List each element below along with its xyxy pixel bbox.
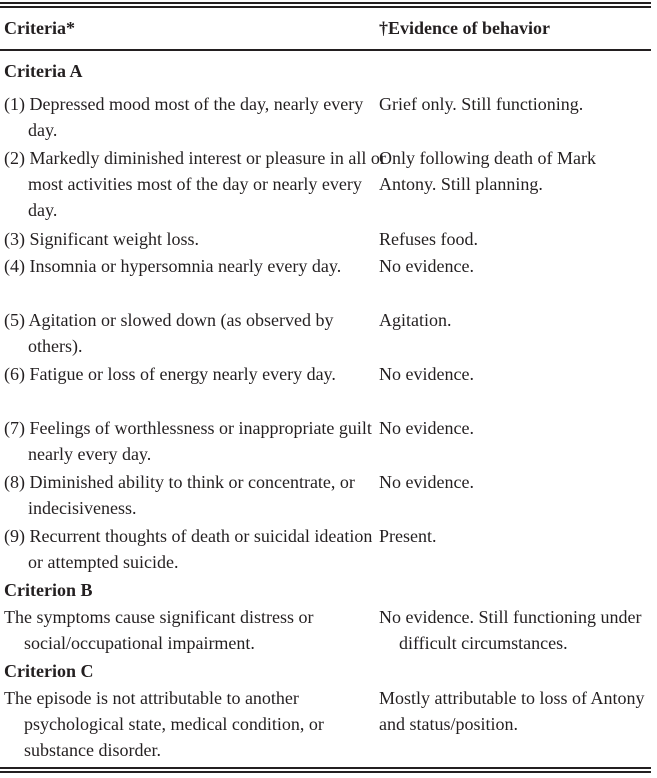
bottom-rule-1 <box>0 767 651 769</box>
criterion-text: (2) Markedly diminished interest or pleasure in all or most activities most of the day or nearly every day. <box>4 148 386 220</box>
header-evidence: †Evidence of behavior <box>379 18 550 38</box>
section-title-text: Criterion C <box>4 661 94 681</box>
top-rule-2 <box>0 6 651 8</box>
criterion-text: (4) Insomnia or hypersomnia nearly every day. <box>4 256 342 276</box>
evidence-text: Present. <box>379 526 437 546</box>
criterion-text: (8) Diminished ability to think or concentrate, or indecisiveness. <box>4 472 355 518</box>
bottom-rule-2 <box>0 771 651 773</box>
criterion-text: (9) Recurrent thoughts of death or suicidal ideation or attempted suicide. <box>4 526 373 572</box>
section-title-text: Criterion B <box>4 580 93 600</box>
evidence-text: Agitation. <box>379 310 452 330</box>
criterion-text: (3) Significant weight loss. <box>4 229 199 249</box>
criterion-text: The episode is not attributable to another psychological state, medical condition, or substance disorder. <box>4 688 324 760</box>
header-rule <box>0 49 651 51</box>
evidence-text: Grief only. Still functioning. <box>379 94 584 114</box>
criterion-text: (6) Fatigue or loss of energy nearly every day. <box>4 364 336 384</box>
section-title-text: Criteria A <box>4 61 83 81</box>
criterion-text: (1) Depressed mood most of the day, nearly every day. <box>4 94 364 140</box>
criterion-text: (7) Feelings of worthlessness or inappropriate guilt nearly every day. <box>4 418 372 464</box>
criterion-text: The symptoms cause significant distress or social/occupational impairment. <box>4 607 314 653</box>
evidence-text: Only following death of Mark Antony. Still planning. <box>379 148 596 194</box>
header-criteria: Criteria* <box>4 18 75 38</box>
evidence-text: No evidence. <box>379 364 474 384</box>
evidence-text: No evidence. Still functioning under difficult circumstances. <box>379 607 642 653</box>
evidence-text: No evidence. <box>379 256 474 276</box>
evidence-text: No evidence. <box>379 418 474 438</box>
criterion-text: (5) Agitation or slowed down (as observed by others). <box>4 310 334 356</box>
evidence-text: Refuses food. <box>379 229 478 249</box>
evidence-text: Mostly attributable to loss of Antony and status/position. <box>379 688 645 734</box>
top-rule-1 <box>0 2 651 4</box>
evidence-text: No evidence. <box>379 472 474 492</box>
